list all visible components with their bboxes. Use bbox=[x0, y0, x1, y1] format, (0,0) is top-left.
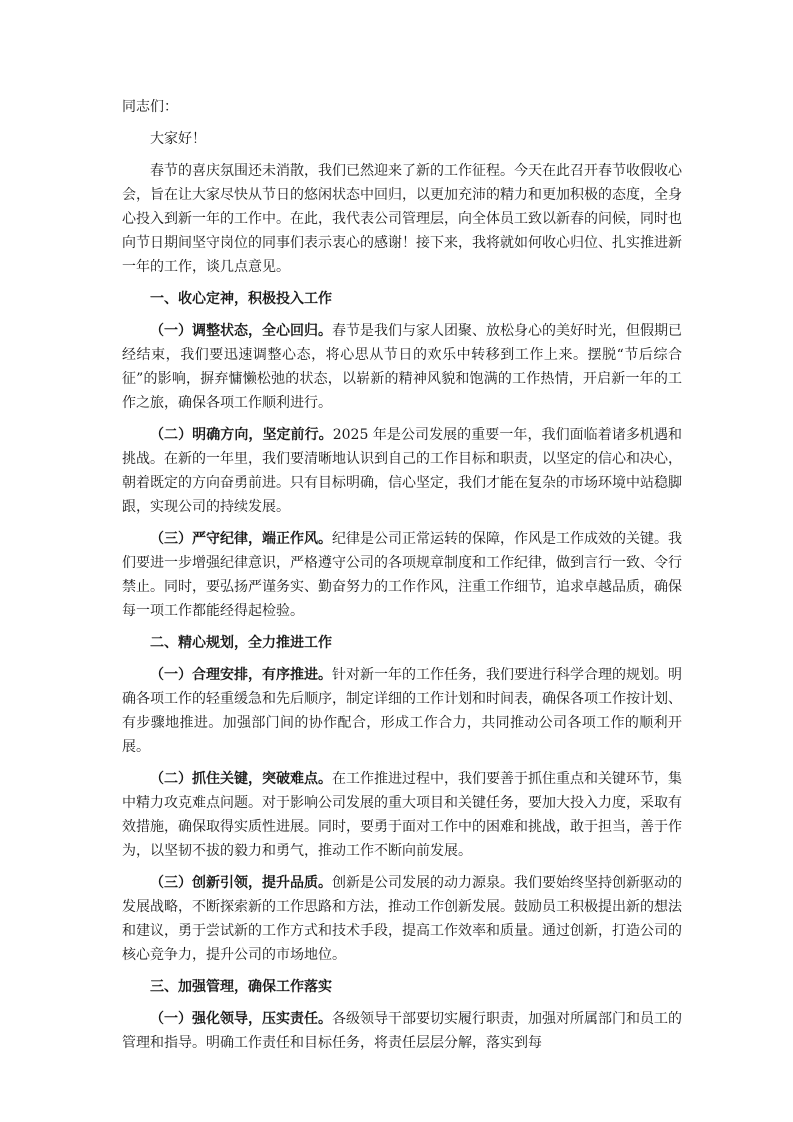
section-2-item-1 bbox=[122, 663, 682, 759]
section-3-item-1 bbox=[122, 1007, 682, 1055]
section-2-item-3 bbox=[122, 871, 682, 967]
item-title: （三）严守纪律，端正作风。 bbox=[150, 531, 332, 547]
item-text: 针对新一年的工作任务，我们要进行科学合理的规划。明确各项工作的轻重缓急和先后顺序，制定详细的工作计划和时间表，确保各项工作按计划、有步骤地推进。加强部门间的协作配合，形成工作合力，共同推动公司各项工作的顺利开展。 bbox=[122, 667, 682, 755]
item-text: 各级领导干部要切实履行职责，加强对所属部门和员工的管理和指导。明确工作责任和目标任务，将责任层层分解，落实到每 bbox=[122, 1011, 682, 1051]
item-title: （一）合理安排，有序推进。 bbox=[150, 667, 332, 683]
section-heading-1: 一、收心定神，积极投入工作 bbox=[150, 291, 332, 307]
section-heading-2: 二、精心规划，全力推进工作 bbox=[150, 635, 332, 651]
intro-paragraph: 春节的喜庆氛围还未消散，我们已然迎来了新的工作征程。今天在此召开春节收假收心会，旨在让大家尽快从节日的悠闲状态中回归，以更加充沛的精力和更加积极的态度，全身心投入到新一年的工作中。在此，我代表公司管理层，向全体员工致以新春的问候，同时也向节日期间坚守岗位的同事们表示衷心的感谢！接下来，我将就如何收心归位、扎实推进新一年的工作，谈几点意见。 bbox=[122, 163, 682, 275]
greeting: 大家好！ bbox=[150, 131, 206, 147]
item-text: 2025 年是公司发展的重要一年，我们面临着诸多机遇和挑战。在新的一年里，我们要清晰地认识到自己的工作目标和职责，以坚定的信心和决心，朝着既定的方向奋勇前进。只有目标明确，信心坚定，我们才能在复杂的市场环境中站稳脚跟，实现公司的持续发展。 bbox=[122, 427, 683, 515]
section-1-item-3 bbox=[122, 527, 682, 623]
item-title: （二）抓住关键，突破难点。 bbox=[150, 771, 332, 787]
section-heading-3: 三、加强管理，确保工作落实 bbox=[150, 979, 332, 995]
item-title: （三）创新引领，提升品质。 bbox=[150, 875, 332, 891]
item-text: 在工作推进过程中，我们要善于抓住重点和关键环节，集中精力攻克难点问题。对于影响公司发展的重大项目和关键任务，要加大投入力度，采取有效措施，确保取得实质性进展。同时，要勇于面对工作中的困难和挑战，敢于担当，善于作为，以坚韧不拔的毅力和勇气，推动工作不断向前发展。 bbox=[122, 771, 682, 859]
section-1-item-1 bbox=[122, 319, 682, 415]
item-title: （一）强化领导，压实责任。 bbox=[150, 1011, 332, 1027]
item-text: 创新是公司发展的动力源泉。我们要始终坚持创新驱动的发展战略，不断探索新的工作思路和方法，推动工作创新发展。鼓励员工积极提出新的想法和建议，勇于尝试新的工作方式和技术手段，提高工作效率和质量。通过创新，打造公司的核心竞争力，提升公司的市场地位。 bbox=[122, 875, 682, 963]
section-2-item-2 bbox=[122, 767, 682, 863]
item-text: 纪律是公司正常运转的保障，作风是工作成效的关键。我们要进一步增强纪律意识，严格遵守公司的各项规章制度和工作纪律，做到言行一致、令行禁止。同时，要弘扬严谨务实、勤奋努力的工作作风，注重工作细节，追求卓越品质，确保每一项工作都能经得起检验。 bbox=[122, 531, 682, 619]
salutation: 同志们： bbox=[122, 99, 178, 115]
item-text: 春节是我们与家人团聚、放松身心的美好时光，但假期已经结束，我们要迅速调整心态，将心思从节日的欢乐中转移到工作上来。摆脱“节后综合征”的影响，摒弃慵懒松弛的状态，以崭新的精神风貌和饱满的工作热情，开启新一年的工作之旅，确保各项工作顺利进行。 bbox=[122, 323, 682, 411]
document-body bbox=[122, 95, 682, 1063]
section-1-item-2 bbox=[122, 423, 682, 519]
item-title: （二）明确方向，坚定前行。 bbox=[150, 427, 333, 443]
item-title: （一）调整状态，全心回归。 bbox=[150, 323, 332, 339]
